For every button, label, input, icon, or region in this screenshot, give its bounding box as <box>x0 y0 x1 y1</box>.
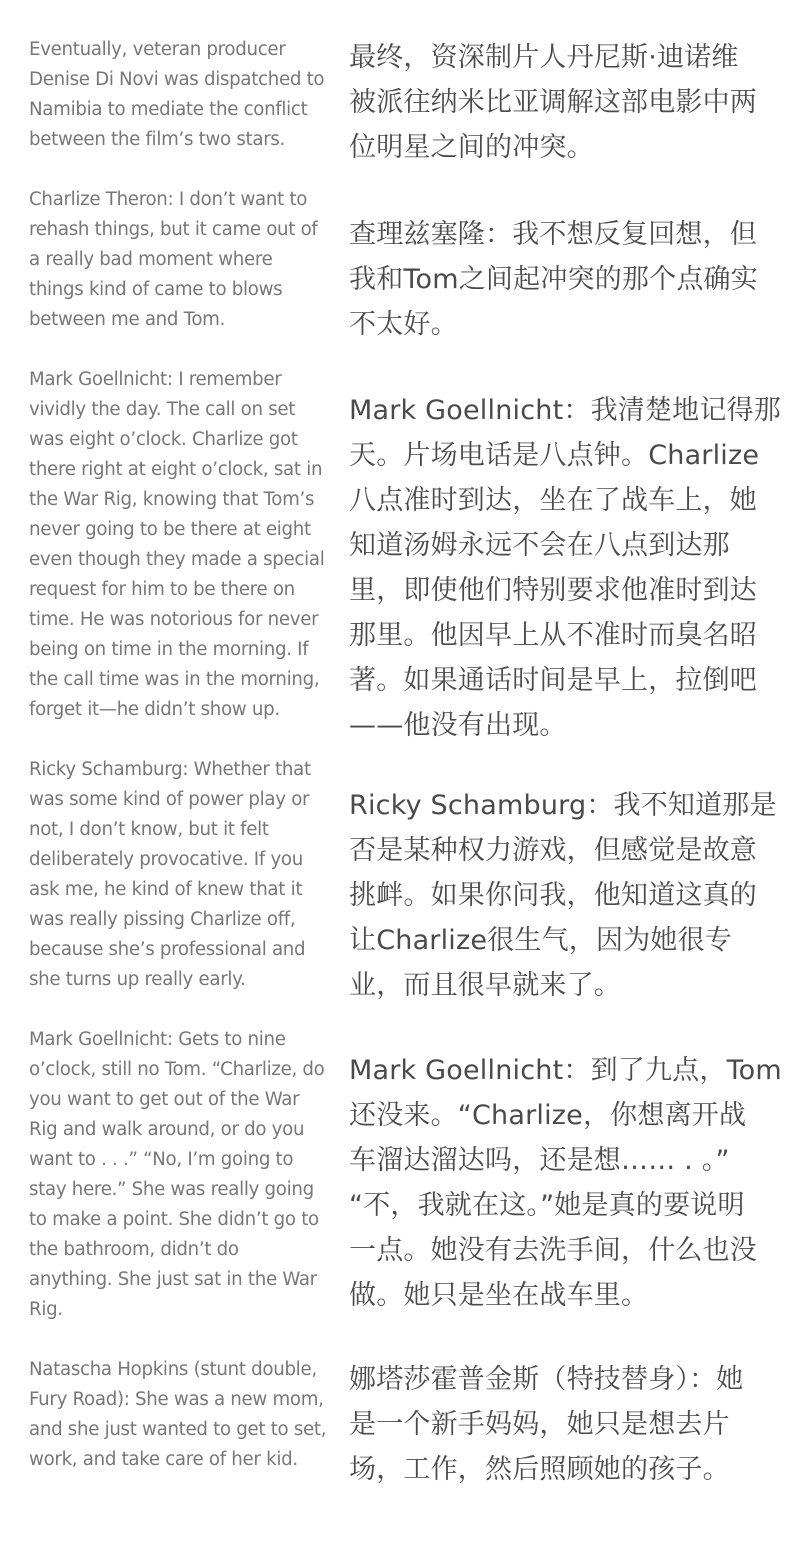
paragraph-5-chinese: Mark Goellnicht：到了九点，Tom 还没来。“Charlize，你想离开战 车溜达溜达吗，还是想…… . 。” “不，我就在这。”她是真的要说明 一点。她没有去洗手间，什么也没 做。她只是坐在战车里。 <box>349 1055 782 1311</box>
paragraph-3-english: Mark Goellnicht: I remember vividly the day. The call on set was eight o’clock. Charlize got there right at eight o’clock, sat in the War Rig, knowing that Tom’s never going to be there at eight even though they made a special request for him to be there on time. He was notorious for never being on time in the morning. If the call time was in the morning, forget it—he didn’t show up. <box>29 369 325 720</box>
paragraph-4-chinese: Ricky Schamburg：我不知道那是 否是某种权力游戏，但感觉是故意 挑衅。如果你问我，他知道这真的 让Charlize很生气，因为她很专 业，而且很早就来了。 <box>349 790 777 1001</box>
paragraph-1-english: Eventually, veteran producer Denise Di Novi was dispatched to Namibia to mediate the conflict between the film’s two stars. <box>29 39 325 150</box>
paragraph-4-english: Ricky Schamburg: Whether that was some kind of power play or not, I don’t know, but it felt deliberately provocative. If you ask me, he kind of knew that it was really pissing Charlize off, because she’s professional and she turns up really early. <box>29 759 311 990</box>
paragraph-5-english: Mark Goellnicht: Gets to nine o’clock, still no Tom. “Charlize, do you want to get out of the War Rig and walk around, or do you want to . . .” “No, I’m going to stay here.” She was really going to make a point. She didn’t go to the bathroom, didn’t do anything. She just sat in the War Rig. <box>29 1029 325 1320</box>
paragraph-6-chinese: 娜塔莎霍普金斯（特技替身）：她 是一个新手妈妈，她只是想去片 场，工作，然后照顾她的孩子。 <box>349 1364 744 1485</box>
paragraph-3-chinese: Mark Goellnicht：我清楚地记得那 天。片场电话是八点钟。Charlize 八点准时到达，坐在了战车上，她 知道汤姆永远不会在八点到达那 里，即使他们特别要求他准时到达 那里。他因早上从不准时而臭名昭 著。如果通话时间是早上，拉倒吧 ——他没有出现。 <box>349 395 781 741</box>
paragraph-6-english: Natascha Hopkins (stunt double, Fury Road): She was a new mom, and she just wanted to get to set, work, and take care of her kid. <box>29 1359 327 1470</box>
paragraph-1-chinese: 最终，资深制片人丹尼斯·迪诺维 被派往纳米比亚调解这部电影中两 位明星之间的冲突。 <box>349 42 757 163</box>
paragraph-2-english: Charlize Theron: I don’t want to rehash things, but it came out of a really bad moment where things kind of came to blows between me and Tom. <box>29 189 318 330</box>
paragraph-2-chinese: 查理兹塞隆：我不想反复回想，但 我和Tom之间起冲突的那个点确实 不太好。 <box>349 219 758 340</box>
